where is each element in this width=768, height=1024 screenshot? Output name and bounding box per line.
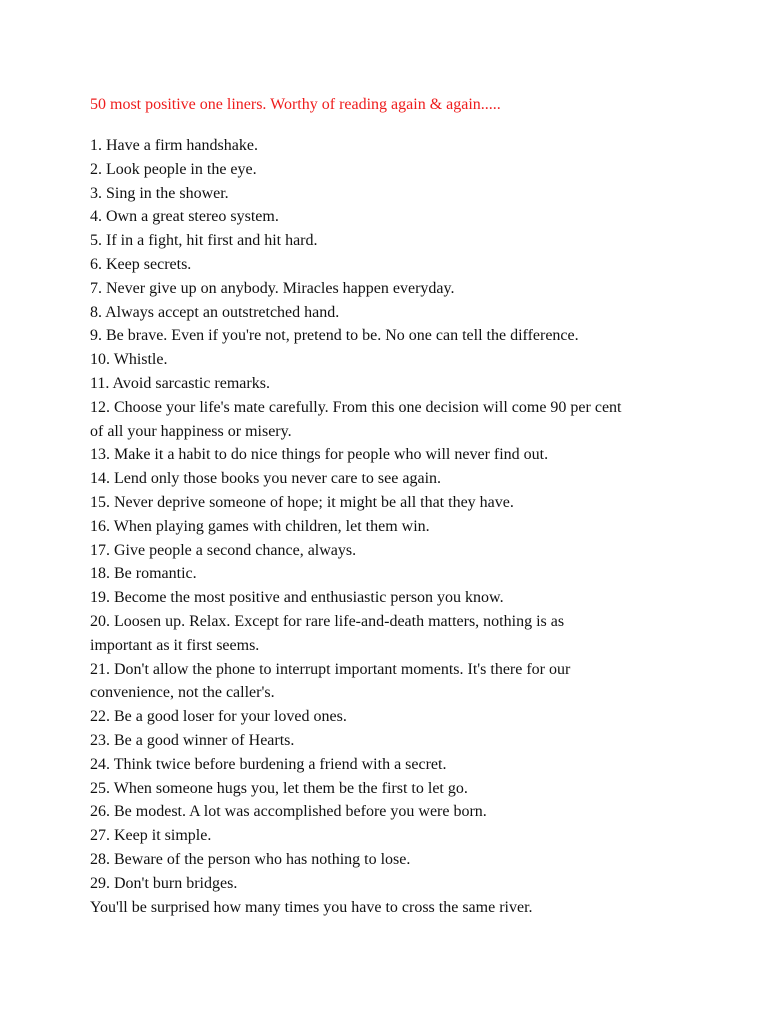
- list-line: 5. If in a fight, hit first and hit hard.: [90, 232, 318, 250]
- list-line: 19. Become the most positive and enthusiastic person you know.: [90, 589, 504, 607]
- list-line: 26. Be modest. A lot was accomplished before you were born.: [90, 803, 487, 821]
- list-line: 12. Choose your life's mate carefully. From this one decision will come 90 per cent: [90, 398, 622, 416]
- list-line: 20. Loosen up. Relax. Except for rare life-and-death matters, nothing is as: [90, 612, 565, 630]
- list-line: 10. Whistle.: [90, 351, 168, 369]
- list-line: 28. Beware of the person who has nothing to lose.: [90, 850, 411, 868]
- document-title: 50 most positive one liners. Worthy of reading again & again.....: [90, 96, 501, 113]
- list-line: 8. Always accept an outstretched hand.: [90, 303, 340, 321]
- list-line: 27. Keep it simple.: [90, 827, 212, 845]
- list-line: 21. Don't allow the phone to interrupt important moments. It's there for our: [90, 660, 571, 678]
- list-line: 16. When playing games with children, let them win.: [90, 517, 430, 535]
- list-line: 25. When someone hugs you, let them be the first to let go.: [90, 779, 468, 797]
- list-line: 11. Avoid sarcastic remarks.: [90, 374, 270, 392]
- list-line: 1. Have a firm handshake.: [90, 137, 258, 154]
- list-line: 15. Never deprive someone of hope; it might be all that they have.: [90, 493, 514, 511]
- list-line: You'll be surprised how many times you have to cross the same river.: [90, 898, 533, 916]
- list-line: 6. Keep secrets.: [90, 255, 192, 273]
- list-line: convenience, not the caller's.: [90, 684, 275, 702]
- list-line: 17. Give people a second chance, always.: [90, 541, 357, 559]
- list-line: 24. Think twice before burdening a friend with a secret.: [90, 755, 447, 773]
- list-line: 22. Be a good loser for your loved ones.: [90, 708, 347, 726]
- list-line: 3. Sing in the shower.: [90, 184, 229, 202]
- list-line: 13. Make it a habit to do nice things for people who will never find out.: [90, 446, 549, 464]
- list-line: important as it first seems.: [90, 636, 260, 654]
- list-line: 7. Never give up on anybody. Miracles happen everyday.: [90, 279, 455, 297]
- list-line: of all your happiness or misery.: [90, 422, 292, 440]
- list-line: 23. Be a good winner of Hearts.: [90, 731, 295, 749]
- list-line: 2. Look people in the eye.: [90, 160, 257, 178]
- one-liners-list: [90, 134, 690, 919]
- list-line: 9. Be brave. Even if you're not, pretend to be. No one can tell the difference.: [90, 327, 579, 345]
- list-line: 18. Be romantic.: [90, 565, 197, 583]
- list-line: 4. Own a great stereo system.: [90, 208, 279, 226]
- list-line: 29. Don't burn bridges.: [90, 874, 238, 892]
- list-line: 14. Lend only those books you never care to see again.: [90, 470, 442, 488]
